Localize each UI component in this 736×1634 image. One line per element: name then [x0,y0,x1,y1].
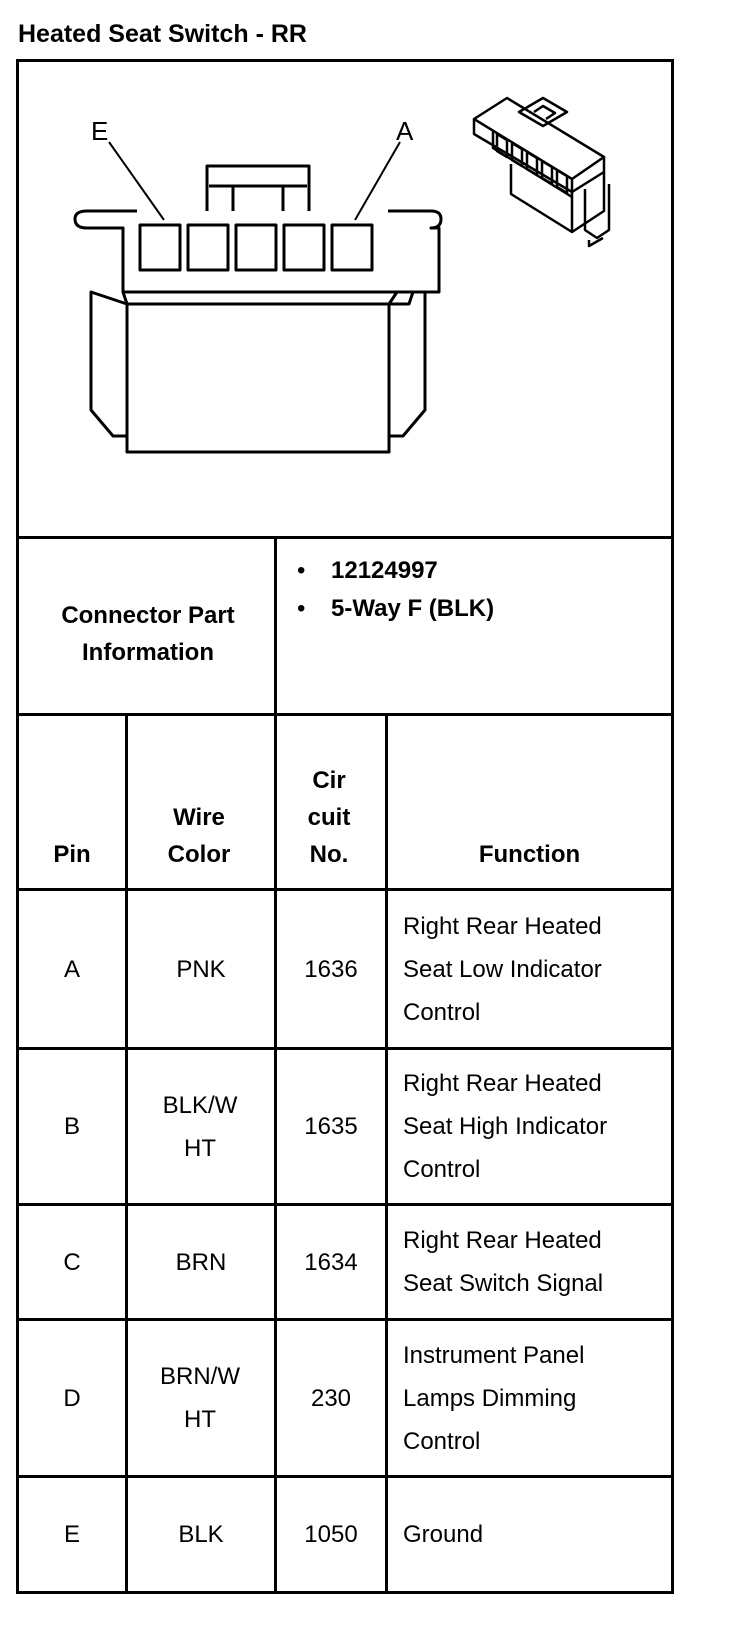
connector-info-label: Connector Part Information [61,602,235,666]
leader-line-a [355,142,400,220]
connector-flange [75,211,441,292]
cavity-d [188,225,228,270]
table-row-function: Right Rear Heated Seat Low Indicator Control [403,913,602,1026]
table-row-pin: C [63,1248,81,1276]
header-pin: Pin [53,841,91,868]
table-row-circuit: 1050 [304,1521,358,1548]
table-row-circuit: 230 [310,1384,352,1412]
divider [19,536,671,539]
table-row-pin: E [63,1521,80,1548]
table-row-pin: B [63,1113,80,1140]
connector-table-frame [16,59,674,1594]
connector-isometric-view [474,98,609,246]
table-row-wire-color: BLK [178,1521,224,1548]
cavity-label-e: E [91,116,109,146]
table-row-pin: D [63,1384,81,1412]
connector-body [127,304,389,452]
table-row-circuit: 1635 [304,1113,358,1140]
header-function: Function [478,841,581,868]
table-row-circuit: 1636 [304,955,358,983]
table-row-wire-color: BLK/W HT [162,1091,238,1162]
cavity-b [284,225,324,270]
leader-line-e [109,142,164,220]
table-row-wire-color: BRN/W HT [160,1363,240,1433]
cavity-label-a: A [396,116,414,146]
table-row-wire-color: PNK [176,955,226,983]
table-row-function: Right Rear Heated Seat Switch Signal [403,1227,604,1297]
connector-illustration [19,62,671,538]
divider [125,713,128,1591]
connector-info-list [297,552,494,628]
page-title: Heated Seat Switch - RR [18,20,307,48]
header-circuit-no: Cir cuit No. [307,767,351,868]
table-row-wire-color: BRN [175,1248,227,1276]
table-row-pin: A [63,955,80,983]
connector-latch [207,166,309,211]
table-row-function: Right Rear Heated Seat High Indicator Control [403,1070,608,1183]
header-wire-color: Wire Color [167,804,231,868]
table-row-function: Ground [403,1521,484,1548]
cavity-e [140,225,180,270]
table-row-circuit: 1634 [304,1248,358,1276]
connector-type: • 5-Way F (BLK) [297,590,494,628]
cavity-a [332,225,372,270]
cavity-c [236,225,276,270]
table-row-function: Instrument Panel Lamps Dimming Control [403,1342,585,1455]
part-number: • 12124997 [297,552,494,590]
